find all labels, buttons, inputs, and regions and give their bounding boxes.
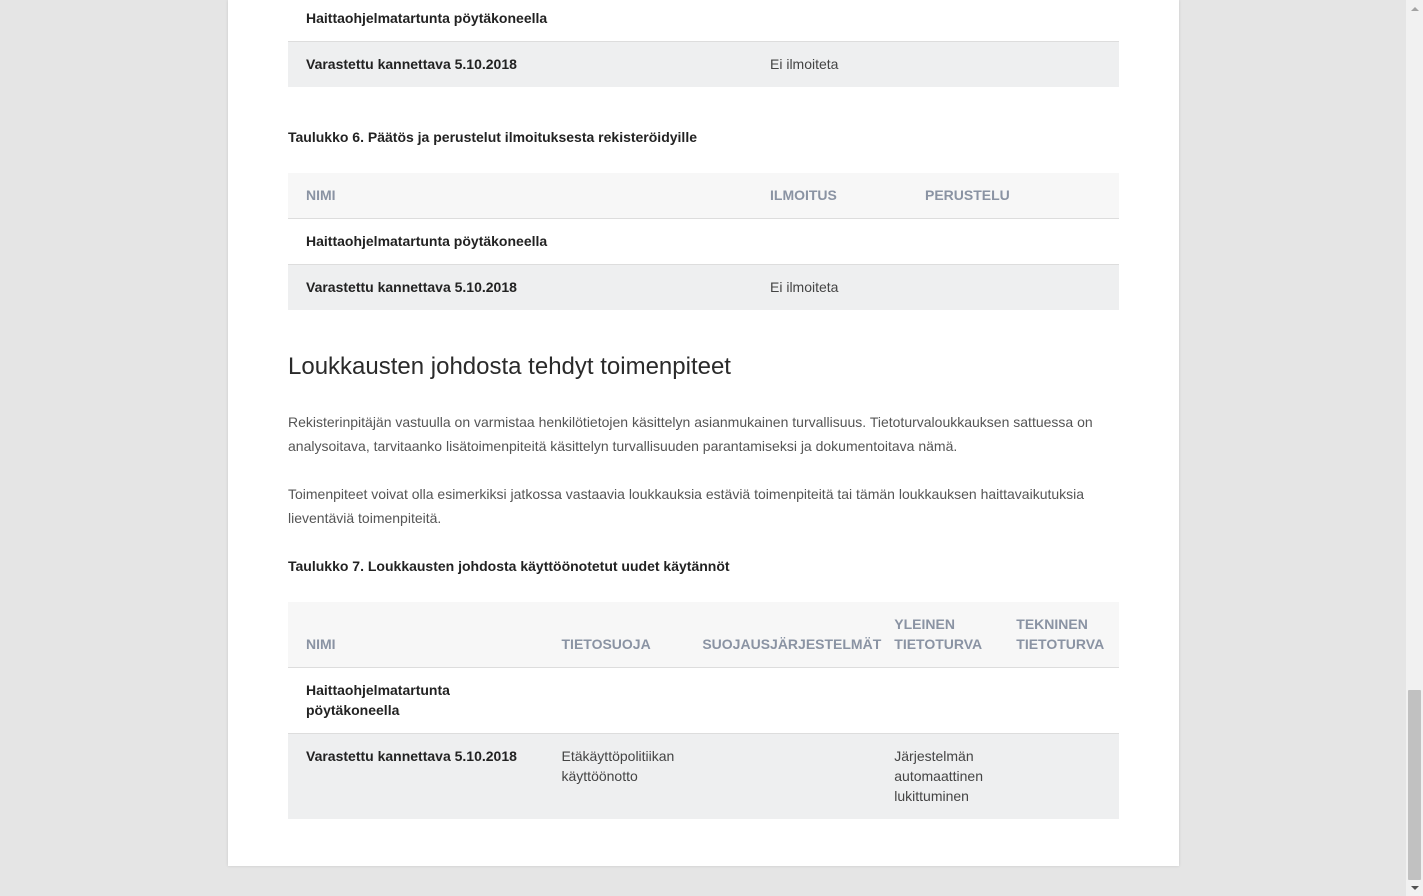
row-name: Haittaohjelmatartunta pöytäkoneella (306, 233, 548, 249)
row-perustelu (925, 265, 1119, 311)
table-row (288, 219, 1119, 265)
row-tekninen (1003, 734, 1119, 820)
row-tietosuoja: Etäkäyttöpolitiikan käyttöönotto (561, 748, 675, 784)
section-heading: Loukkausten johdosta tehdyt toimenpiteet (288, 353, 731, 380)
table-row (288, 668, 1119, 734)
table-7 (288, 602, 1119, 819)
row-suojaus (684, 668, 881, 734)
row-name: Varastettu kannettava 5.10.2018 (306, 279, 517, 295)
column-header-tekninen-tietoturva[interactable]: TEKNINEN TIETOTURVA (1016, 616, 1105, 652)
row-tietosuoja (544, 668, 685, 734)
row-ilmoitus: Ei ilmoiteta (770, 279, 839, 295)
column-header-perustelu[interactable]: PERUSTELU (925, 187, 1010, 203)
table-header-row (288, 602, 1119, 668)
table-6 (288, 173, 1119, 310)
row-tekninen (1003, 668, 1119, 734)
row-value (770, 0, 1119, 42)
row-yleinen: Järjestelmän automaattinen lukittuminen (894, 748, 983, 804)
table-7-caption: Taulukko 7. Loukkausten johdosta käyttöönotetut uudet käytännöt (288, 558, 730, 574)
section-paragraph-2: Toimenpiteet voivat olla esimerkiksi jatkossa vastaavia loukkauksia estäviä toimenpiteitä tai tämän loukkauksen haittavaikutuksia lieventäviä toimenpiteitä. (288, 486, 1085, 526)
scroll-down-arrow-icon[interactable] (1406, 879, 1423, 896)
table-header-row (288, 173, 1119, 219)
table-row (288, 42, 1119, 88)
row-name: Varastettu kannettava 5.10.2018 (306, 56, 517, 72)
section-paragraph-1: Rekisterinpitäjän vastuulla on varmistaa henkilötietojen käsittelyn asianmukainen turvallisuus. Tietoturvaloukkauksen sattuessa on analysoitava, tarvitaanko lisätoimenpiteitä käsittelyn turvallisuuden parantamiseksi ja dokumentoitava nämä. (288, 414, 1093, 454)
column-header-nimi[interactable]: NIMI (306, 187, 336, 203)
column-header-tietosuoja[interactable]: TIETOSUOJA (561, 636, 651, 652)
row-perustelu (925, 219, 1119, 265)
table-row (288, 265, 1119, 311)
column-header-suojausjarjestelmat[interactable]: SUOJAUSJÄRJESTELMÄT (702, 636, 882, 652)
scroll-up-arrow-icon[interactable] (1406, 0, 1423, 17)
row-ilmoitus (770, 219, 925, 265)
row-name: Varastettu kannettava 5.10.2018 (306, 748, 517, 764)
row-suojaus (684, 734, 881, 820)
vertical-scrollbar[interactable] (1406, 0, 1423, 896)
report-page (228, 0, 1179, 866)
table-6-caption: Taulukko 6. Päätös ja perustelut ilmoituksesta rekisteröidyille (288, 129, 697, 145)
column-header-nimi[interactable]: NIMI (306, 636, 336, 652)
row-yleinen (881, 668, 1003, 734)
table-row (288, 0, 1119, 42)
row-value: Ei ilmoiteta (770, 56, 839, 72)
row-name: Haittaohjelmatartunta pöytäkoneella (306, 682, 450, 718)
table-row (288, 734, 1119, 820)
row-name: Haittaohjelmatartunta pöytäkoneella (306, 10, 548, 26)
table-5-partial (288, 0, 1119, 87)
column-header-yleinen-tietoturva[interactable]: YLEINEN TIETOTURVA (894, 616, 983, 652)
column-header-ilmoitus[interactable]: ILMOITUS (770, 187, 837, 203)
scrollbar-thumb[interactable] (1408, 690, 1421, 880)
